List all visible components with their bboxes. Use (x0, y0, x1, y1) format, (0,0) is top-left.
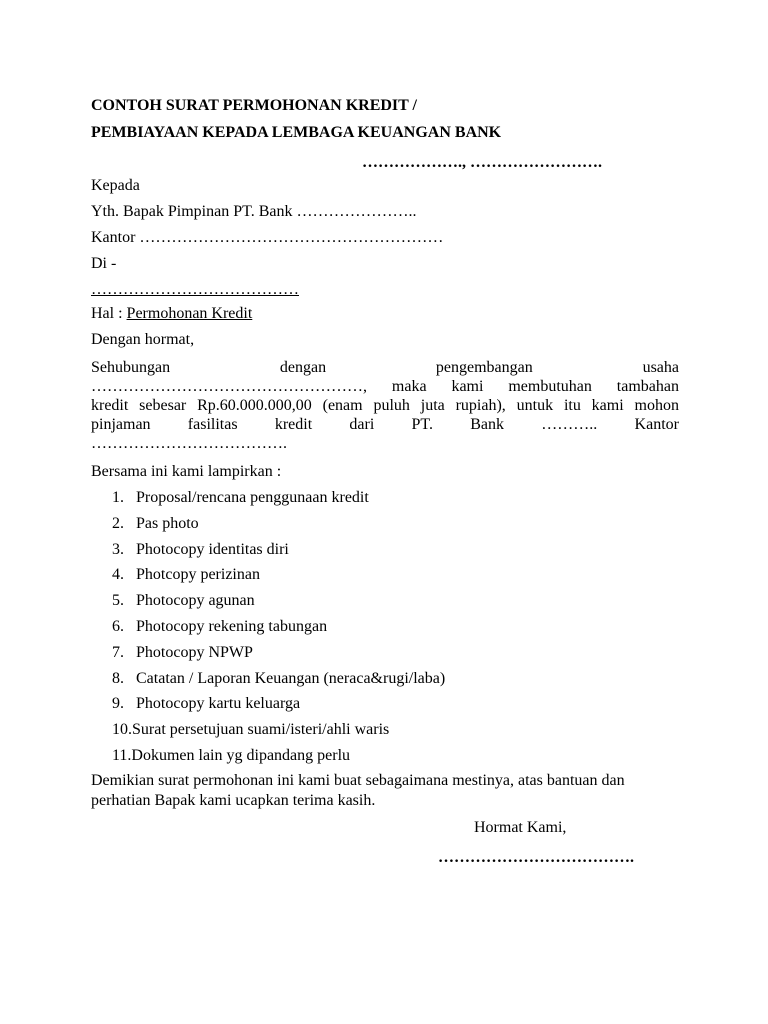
body-line-1 (91, 358, 679, 378)
subject-line (91, 304, 252, 324)
attachment-item-number: 11. (112, 747, 132, 764)
greeting: Dengan hormat, (91, 331, 195, 348)
title-line-1: CONTOH SURAT PERMOHONAN KREDIT / (91, 97, 417, 114)
body-word: puluh (373, 397, 410, 414)
recipient-address-dots: ………………………………… (91, 281, 299, 298)
body-word: pinjaman (91, 416, 151, 433)
body-word: kredit (91, 397, 129, 414)
attachment-item-number: 4. (112, 566, 124, 583)
body-word: fasilitas (187, 416, 238, 433)
body-word: (enam (322, 397, 363, 414)
body-word: juta (420, 397, 445, 414)
attachment-item-number: 10. (112, 721, 132, 738)
body-line-4 (91, 415, 679, 435)
body-word: Rp.60.000.000,00 (197, 397, 312, 414)
body-word: Kantor (634, 416, 679, 433)
body-word: kredit (274, 416, 313, 433)
attachment-item (112, 617, 327, 637)
subject-value: Permohonan Kredit (126, 305, 253, 322)
attachment-item-label: Proposal/rencana penggunaan kredit (136, 489, 369, 506)
attachment-item (112, 514, 199, 534)
attachment-item-label: Photocopy agunan (136, 592, 255, 609)
attachment-item-label: Pas photo (136, 515, 199, 532)
attachment-item-number: 5. (112, 592, 124, 609)
attachment-item-label: Photcopy perizinan (136, 566, 260, 583)
attachment-item (112, 746, 350, 766)
attachment-item-label: Dokumen lain yg dipandang perlu (131, 747, 351, 764)
attachment-item (112, 488, 369, 508)
body-word: untuk (516, 397, 554, 414)
body-word: pengembangan (435, 359, 533, 376)
body-word: Bank (470, 416, 505, 433)
body-word: PT. (411, 416, 433, 433)
attachment-item-number: 9. (112, 695, 124, 712)
attachment-item-number: 2. (112, 515, 124, 532)
body-word: maka (391, 378, 427, 395)
attachments-intro: Bersama ini kami lampirkan : (91, 463, 282, 480)
attachment-item-label: Photocopy kartu keluarga (136, 695, 301, 712)
body-word: ……………………………………………, (91, 378, 367, 395)
title-line-2: PEMBIAYAAN KEPADA LEMBAGA KEUANGAN BANK (91, 124, 502, 141)
signature-name-dots: ………………………………. (438, 849, 634, 866)
closing-line-1: Demikian surat permohonan ini kami buat sebagaimana mestinya, atas bantuan dan (91, 772, 625, 789)
body-word: sebesar (139, 397, 187, 414)
recipient-kepada: Kepada (91, 177, 140, 194)
attachment-item (112, 591, 255, 611)
body-line-2 (91, 377, 679, 397)
body-word: dengan (279, 359, 327, 376)
body-word: kami (591, 397, 624, 414)
body-word: mohon (634, 397, 679, 414)
body-word: membutuhan (508, 378, 592, 395)
body-line-5: ………………………………. (91, 435, 287, 452)
recipient-yth: Yth. Bapak Pimpinan PT. Bank ………………….. (91, 203, 417, 220)
attachment-item-number: 6. (112, 618, 124, 635)
subject-label: Hal : (91, 305, 127, 322)
attachment-item-label: Catatan / Laporan Keuangan (neraca&rugi/laba) (136, 670, 446, 687)
attachment-item (112, 694, 300, 714)
recipient-di: Di - (91, 255, 117, 272)
body-word: itu (563, 397, 581, 414)
attachment-item-label: Surat persetujuan suami/isteri/ahli waris (132, 721, 390, 738)
attachment-item (112, 669, 445, 689)
attachment-item-label: Photocopy rekening tabungan (136, 618, 328, 635)
attachment-item (112, 720, 389, 740)
attachment-item-label: Photocopy NPWP (136, 644, 253, 661)
body-word: ……….. (541, 416, 598, 433)
attachment-item-label: Photocopy identitas diri (136, 541, 289, 558)
recipient-kantor: Kantor ………………………………………………… (91, 229, 444, 246)
attachment-item-number: 3. (112, 541, 124, 558)
attachment-item (112, 565, 260, 585)
body-word: rupiah), (455, 397, 506, 414)
body-word: kami (451, 378, 484, 395)
place-date-placeholder: ………………., ……………………. (362, 154, 602, 171)
body-word: tambahan (616, 378, 679, 395)
body-line-3 (91, 396, 679, 416)
attachment-item-number: 7. (112, 644, 124, 661)
attachment-item-number: 8. (112, 670, 124, 687)
body-word: dari (349, 416, 375, 433)
attachment-item (112, 643, 253, 663)
body-word: Sehubungan (91, 359, 171, 376)
signature-salutation: Hormat Kami, (474, 819, 567, 836)
attachment-item-number: 1. (112, 489, 124, 506)
closing-line-2: perhatian Bapak kami ucapkan terima kasih. (91, 792, 376, 809)
body-word: usaha (642, 359, 679, 376)
attachment-item (112, 540, 289, 560)
